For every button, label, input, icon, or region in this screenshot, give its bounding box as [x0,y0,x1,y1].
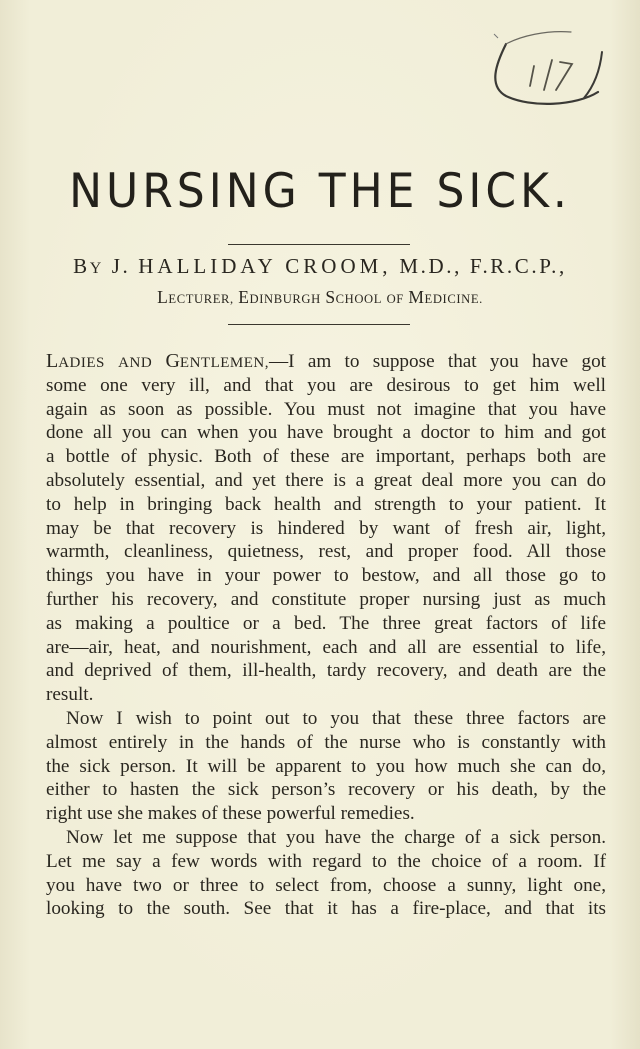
text-line: warmth, cleanliness, quietness, rest, and proper food. All those [46,541,606,563]
author-affiliation [0,287,640,308]
affil-lecturer-rest: ECTURER, [168,292,234,306]
affil-school-initial: S [325,287,336,307]
opening-line [46,350,606,374]
affil-medicine-rest: EDICINE. [424,292,483,306]
opening-and: AND [118,355,153,371]
author-byline [0,254,640,279]
text-line: either to hasten the sick person’s recovery or his death, by the [46,779,606,801]
author-name: HALLIDAY CROOM, [138,254,392,278]
author-degrees: M.D., F.R.C.P., [399,254,567,278]
opening-line-rest: —I am to suppose that you have got [268,351,607,372]
affil-edinburgh-initial: E [238,287,250,307]
text-line: the sick person. It will be apparent to you how much she can do, [46,755,606,777]
paragraph-2 [46,707,606,826]
affil-of: OF [386,292,404,306]
article-title: NURSING THE SICK. [69,163,571,220]
ladies-rest: ADIES [58,355,105,371]
paragraph-1 [46,374,606,707]
author-initial: J. [111,254,131,278]
text-line: are—air, heat, and nourishment, each and all are essential to life, [46,636,606,658]
text-line: looking to the south. See that it has a fire-place, and that its [46,898,606,920]
ladies-initial: L [46,350,59,372]
text-line: and deprived of them, ill-health, tardy recovery, and death are the [46,660,606,682]
affil-medicine-initial: M [408,287,425,307]
by-rest: Y [89,260,104,277]
gentlemen-initial: G [165,350,180,372]
gentlemen-rest: ENTLEMEN, [179,355,269,371]
text-line: almost entirely in the hands of the nurse who is constantly with [46,731,606,753]
affil-edinburgh-rest: DINBURGH [249,292,321,306]
text-line: Let me say a few words with regard to the choice of a room. If [46,850,606,872]
text-line: absolutely essential, and yet there is a great deal more you can do [46,469,606,491]
text-line: things you have in your power to bestow, and all those go to [46,565,606,587]
body-text [46,350,606,921]
text-line: result. [46,684,94,706]
text-line: again as soon as possible. You must not imagine that you have [46,398,606,420]
text-line: Now let me suppose that you have the charge of a sick person. [66,826,606,848]
title-rule [228,244,410,245]
text-line: may be that recovery is hindered by want of fresh air, light, [46,517,606,539]
text-line: to help in bringing back health and strength to your patient. It [46,493,606,515]
text-line: Now I wish to point out to you that these three factors are [66,707,606,729]
byline-rule [228,324,410,325]
handwritten-page-number [476,24,616,114]
text-line: some one very ill, and that you are desirous to get him well [46,374,606,396]
text-line: right use she makes of these powerful remedies. [46,803,415,825]
affil-school-rest: CHOOL [335,292,383,306]
affil-lecturer-initial: L [157,287,169,307]
by-initial: B [73,254,90,278]
text-line: a bottle of physic. Both of these are important, perhaps both are [46,446,606,468]
text-line: you have two or three to select from, choose a sunny, light one, [46,874,606,896]
paragraph-3 [46,826,606,921]
text-line: done all you can when you have brought a doctor to him and got [46,422,606,444]
text-line: further his recovery, and constitute proper nursing just as much [46,588,606,610]
text-line: as making a poultice or a bed. The three great factors of life [46,612,606,634]
